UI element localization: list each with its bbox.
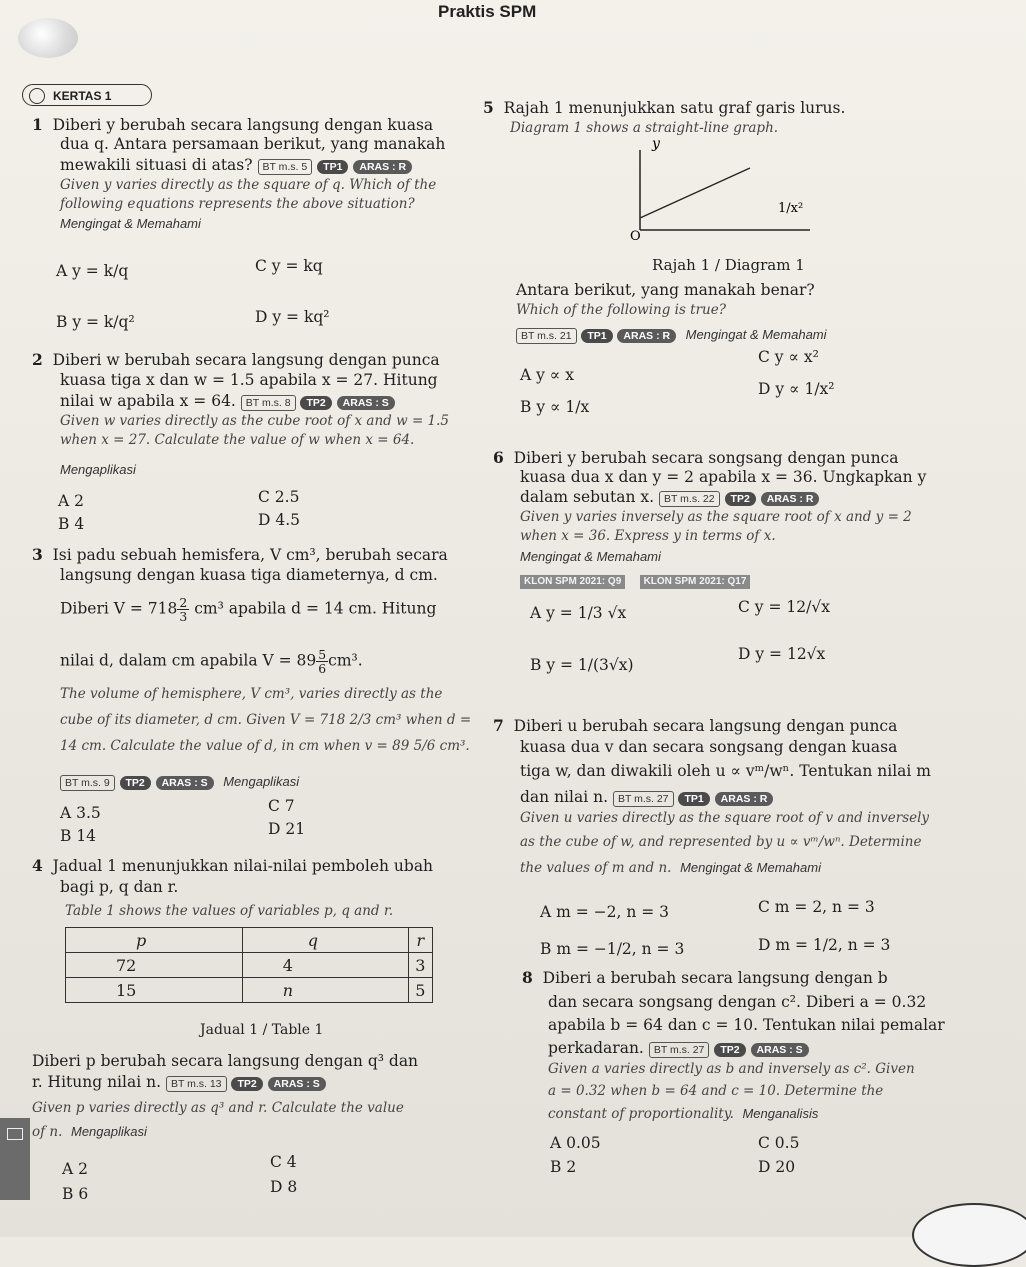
q4-ref-tag: BT m.s. 13	[166, 1076, 227, 1092]
q2-line1: 2 Diberi w berubah secara langsung dengan punca	[32, 350, 440, 369]
straight-line-graph	[610, 138, 820, 242]
decorative-illustration	[912, 1203, 1026, 1267]
q8-en3: constant of proportionality. Menganalisis	[548, 1106, 819, 1122]
q4-line4: r. Hitung nilai n. BT m.s. 13 TP2 ARAS : S	[32, 1073, 326, 1092]
q6-line3: dalam sebutan x. BT m.s. 22 TP2 ARAS : R	[520, 488, 819, 507]
page-title: Praktis SPM	[438, 2, 537, 21]
q8-aras-badge: ARAS : S	[751, 1043, 809, 1057]
q6-option-c[interactable]: C y = 12/√x	[738, 598, 830, 616]
q7-line2: kuasa dua v dan secara songsang dengan kuasa	[520, 738, 898, 756]
decorative-blob	[18, 18, 78, 58]
q7-line4: dan nilai n. BT m.s. 27 TP1 ARAS : R	[520, 788, 773, 807]
q5-option-d[interactable]: D y ∝ 1/x²	[758, 380, 835, 398]
q8-en2: a = 0.32 when b = 64 and c = 10. Determine the	[548, 1083, 884, 1099]
q5-en1: Diagram 1 shows a straight-line graph.	[510, 120, 779, 136]
q3-ref-tag: BT m.s. 9	[60, 775, 115, 791]
q6-option-d[interactable]: D y = 12√x	[738, 645, 826, 663]
q4-option-d[interactable]: D 8	[270, 1178, 298, 1196]
q8-option-a[interactable]: A 0.05	[550, 1134, 601, 1152]
q6-line1: 6 Diberi y berubah secara songsang dengan punca	[493, 448, 899, 467]
q1-line3: mewakili situasi di atas? BT m.s. 5 TP1 ARAS : R	[60, 156, 412, 175]
q6-aras-badge: ARAS : R	[761, 492, 820, 506]
q8-option-d[interactable]: D 20	[758, 1158, 796, 1176]
table-row	[66, 953, 433, 978]
q3-option-c[interactable]: C 7	[268, 797, 295, 815]
q6-en2: when x = 36. Express y in terms of x.	[520, 528, 776, 544]
q7-aras-badge: ARAS : R	[715, 792, 774, 806]
q8-ref-tag: BT m.s. 27	[649, 1042, 710, 1058]
q1-en2: following equations represents the above situation?	[60, 196, 415, 212]
q7-line1: 7 Diberi u berubah secara langsung dengan punca	[493, 716, 898, 735]
q4-line1: 4 Jadual 1 menunjukkan nilai-nilai pemboleh ubah	[32, 856, 434, 875]
q4-option-b[interactable]: B 6	[62, 1185, 89, 1203]
q7-option-b[interactable]: B m = −1/2, n = 3	[540, 940, 685, 958]
q8-option-c[interactable]: C 0.5	[758, 1134, 800, 1152]
q6-en1: Given y varies inversely as the square root of x and y = 2	[520, 509, 912, 525]
table-header: r	[408, 928, 432, 953]
circle-icon	[29, 88, 45, 104]
q3-option-a[interactable]: A 3.5	[60, 804, 101, 822]
q3-aras-badge: ARAS : S	[156, 776, 214, 790]
table-cell: 72	[66, 953, 243, 978]
q5-ref-tag: BT m.s. 21	[516, 328, 577, 344]
q2-ref-tag: BT m.s. 8	[241, 395, 296, 411]
diagram-caption: Rajah 1 / Diagram 1	[652, 256, 805, 274]
q1-aras-badge: ARAS : R	[353, 160, 412, 174]
q3-en3: 14 cm. Calculate the value of d, in cm when v = 89 5/6 cm³.	[60, 738, 470, 754]
q3-line2: langsung dengan kuasa tiga diameternya, d cm.	[60, 566, 438, 584]
values-table	[65, 927, 433, 1003]
q3-line1: 3 Isi padu sebuah hemisfera, V cm³, berubah secara	[32, 545, 448, 564]
q7-en1: Given u varies directly as the square root of v and inversely	[520, 810, 930, 826]
q2-option-a[interactable]: A 2	[58, 492, 84, 510]
q1-en1: Given y varies directly as the square of q. Which of the	[60, 177, 437, 193]
q5-tp-badge: TP1	[581, 329, 612, 343]
q5-line2: Antara berikut, yang manakah benar?	[516, 281, 815, 299]
q1-tp-badge: TP1	[317, 160, 348, 174]
table-cell: 15	[66, 978, 243, 1003]
q1-option-c[interactable]: C y = kq	[255, 257, 323, 275]
q3-option-b[interactable]: B 14	[60, 827, 97, 845]
q2-option-b[interactable]: B 4	[58, 515, 85, 533]
table-cell: 5	[408, 978, 432, 1003]
graph-line	[640, 168, 750, 218]
q1-line1: 1 Diberi y berubah secara langsung dengan kuasa	[32, 115, 434, 134]
q4-en1: Table 1 shows the values of variables p, q and r.	[65, 903, 394, 919]
q4-line2: bagi p, q dan r.	[60, 878, 179, 896]
q7-en3: the values of m and n. Mengingat & Memahami	[520, 860, 821, 876]
q7-option-d[interactable]: D m = 1/2, n = 3	[758, 936, 891, 954]
q4-option-c[interactable]: C 4	[270, 1153, 297, 1171]
q3-badges: BT m.s. 9 TP2 ARAS : S Mengaplikasi	[60, 772, 299, 791]
q8-line1: 8 Diberi a berubah secara langsung dengan b	[522, 968, 888, 987]
q3-tp-badge: TP2	[120, 776, 151, 790]
q2-en2: when x = 27. Calculate the value of w when x = 64.	[60, 432, 415, 448]
q7-option-c[interactable]: C m = 2, n = 3	[758, 898, 875, 916]
graph-y-label: y	[652, 138, 660, 152]
q2-line2: kuasa tiga x dan w = 1.5 apabila x = 27. Hitung	[60, 371, 438, 389]
q1-skill: Mengingat & Memahami	[60, 216, 201, 231]
q7-tp-badge: TP1	[678, 792, 709, 806]
q3-line4: nilai d, dalam cm apabila V = 89 $\frac{5}{6}$ cm³.	[60, 647, 363, 677]
side-video-strip[interactable]	[0, 1118, 30, 1200]
q7-ref-tag: BT m.s. 27	[613, 791, 674, 807]
q6-tp-badge: TP2	[725, 492, 756, 506]
q5-line1: 5 Rajah 1 menunjukkan satu graf garis lurus.	[483, 98, 846, 117]
table-cell: n	[242, 978, 408, 1003]
q5-option-c[interactable]: C y ∝ x²	[758, 348, 819, 366]
video-icon	[7, 1128, 23, 1140]
table-cell: 4	[242, 953, 408, 978]
table-row	[66, 978, 433, 1003]
q6-option-b[interactable]: B y = 1/(3√x)	[530, 656, 634, 674]
q3-option-d[interactable]: D 21	[268, 820, 306, 838]
q2-aras-badge: ARAS : S	[337, 396, 395, 410]
q4-line3: Diberi p berubah secara langsung dengan q³ dan	[32, 1052, 419, 1070]
q4-aras-badge: ARAS : S	[268, 1077, 326, 1091]
q8-en1: Given a varies directly as b and inversely as c². Given	[548, 1061, 915, 1077]
table-header-row	[66, 928, 433, 953]
q5-en2: Which of the following is true?	[516, 302, 726, 318]
table-header: q	[242, 928, 408, 953]
table-cell: 3	[408, 953, 432, 978]
q7-line3: tiga w, dan diwakili oleh u ∝ vᵐ/wⁿ. Tentukan nilai m	[520, 762, 931, 780]
q8-line4: perkadaran. BT m.s. 27 TP2 ARAS : S	[548, 1039, 809, 1058]
q2-en1: Given w varies directly as the cube root of x and w = 1.5	[60, 413, 450, 429]
q4-en3: of n. Mengaplikasi	[32, 1124, 147, 1140]
graph-x-label: 1/x²	[778, 201, 804, 216]
q6-ref-tag: BT m.s. 22	[659, 491, 720, 507]
q5-badges: BT m.s. 21 TP1 ARAS : R Mengingat & Memahami	[516, 325, 827, 344]
q4-en2: Given p varies directly as q³ and r. Calculate the value	[32, 1100, 404, 1116]
q5-option-a[interactable]: A y ∝ x	[520, 366, 574, 384]
q1-line2: dua q. Antara persamaan berikut, yang manakah	[60, 135, 446, 153]
q6-skill: Mengingat & Memahami	[520, 549, 661, 564]
q6-option-a[interactable]: A y = 1/3 √x	[530, 604, 627, 622]
q1-option-d[interactable]: D y = kq²	[255, 308, 330, 326]
q2-skill: Mengaplikasi	[60, 462, 136, 477]
q8-line2: dan secara songsang dengan c². Diberi a = 0.32	[548, 993, 927, 1011]
q3-en1: The volume of hemisphere, V cm³, varies directly as the	[60, 686, 443, 702]
q8-tp-badge: TP2	[714, 1043, 745, 1057]
q5-aras-badge: ARAS : R	[617, 329, 676, 343]
q2-option-c[interactable]: C 2.5	[258, 488, 300, 506]
q4-option-a[interactable]: A 2	[62, 1160, 88, 1178]
q1-option-b[interactable]: B y = k/q²	[56, 313, 135, 331]
q2-tp-badge: TP2	[300, 396, 331, 410]
section-label: KERTAS 1	[22, 84, 152, 106]
q6-klon-tags: KLON SPM 2021: Q9 KLON SPM 2021: Q17	[520, 570, 750, 589]
q4-tp-badge: TP2	[231, 1077, 262, 1091]
q2-line3: nilai w apabila x = 64. BT m.s. 8 TP2 ARAS : S	[60, 392, 395, 411]
table-caption: Jadual 1 / Table 1	[200, 1022, 324, 1038]
q7-option-a[interactable]: A m = −2, n = 3	[540, 903, 670, 921]
q6-line2: kuasa dua x dan y = 2 apabila x = 36. Ungkapkan y	[520, 468, 927, 486]
q1-option-a[interactable]: A y = k/q	[56, 262, 129, 280]
q8-option-b[interactable]: B 2	[550, 1158, 577, 1176]
q2-option-d[interactable]: D 4.5	[258, 511, 301, 529]
q1-ref-tag: BT m.s. 5	[258, 159, 313, 175]
q7-en2: as the cube of w, and represented by u ∝ vᵐ/wⁿ. Determine	[520, 834, 922, 850]
q5-option-b[interactable]: B y ∝ 1/x	[520, 398, 590, 416]
table-header: p	[66, 928, 243, 953]
q3-line3: Diberi V = 718 $\frac{2}{3}$ cm³ apabila d = 14 cm. Hitung	[60, 595, 437, 625]
q8-line3: apabila b = 64 dan c = 10. Tentukan nilai pemalar	[548, 1016, 945, 1034]
q3-en2: cube of its diameter, d cm. Given V = 718 2/3 cm³ when d =	[60, 712, 472, 728]
graph-origin: O	[630, 229, 641, 242]
